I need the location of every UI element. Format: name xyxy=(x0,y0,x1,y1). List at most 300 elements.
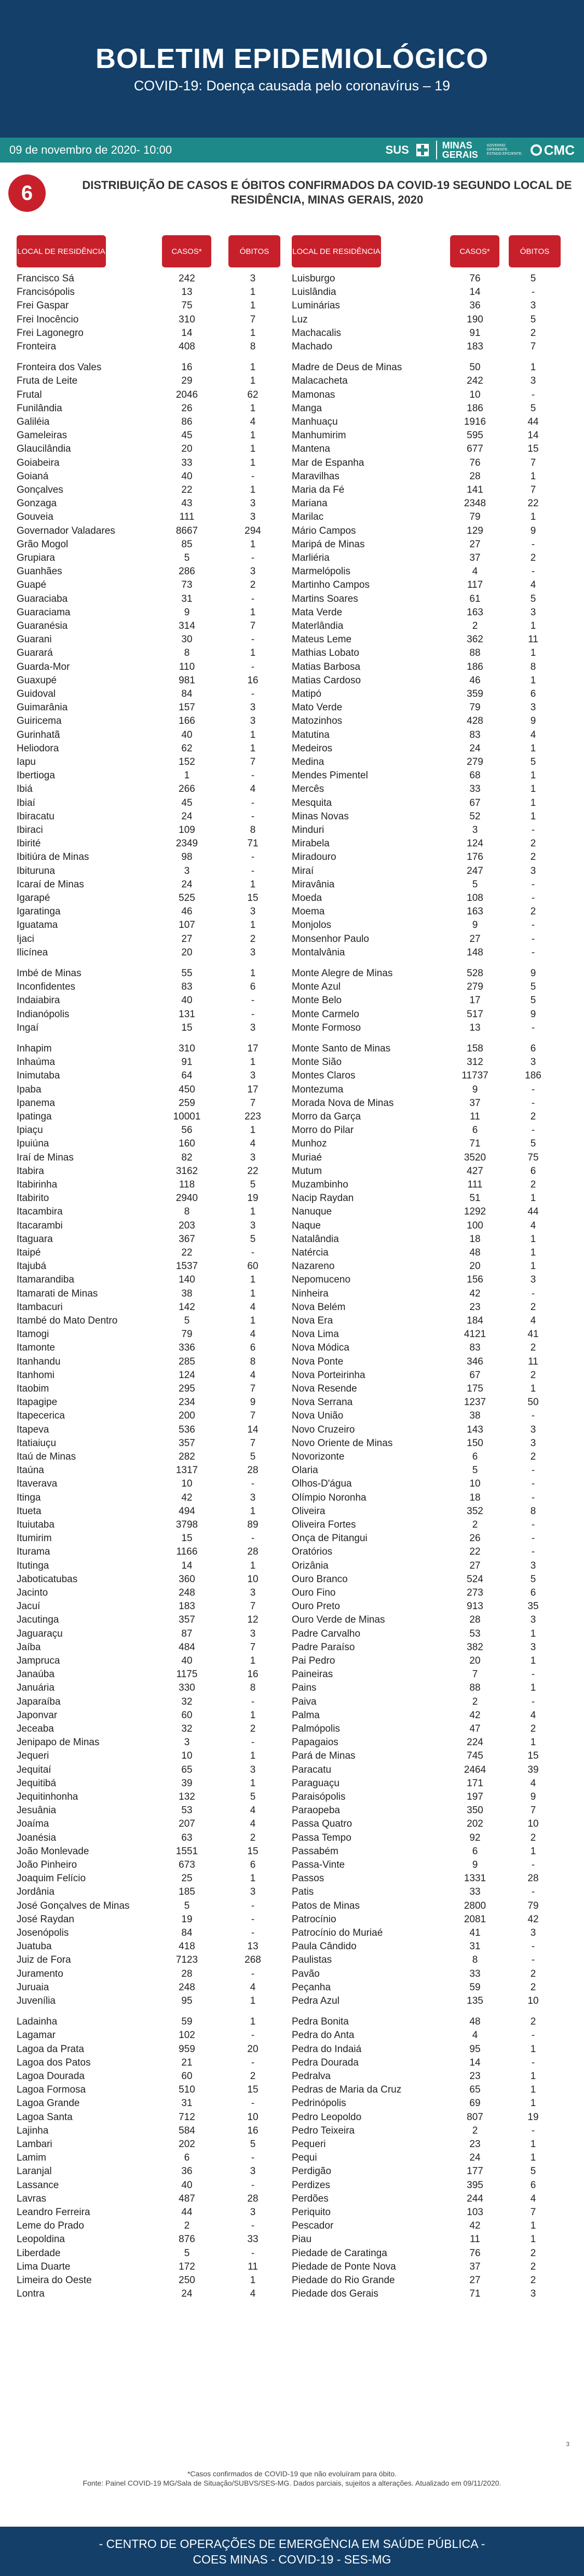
deaths-value: 28 xyxy=(247,1465,259,1476)
deaths-value: - xyxy=(251,2098,255,2109)
cases-value: 103 xyxy=(467,2207,483,2218)
deaths-value: 1 xyxy=(250,729,256,740)
cases-value: 395 xyxy=(467,2179,483,2191)
deaths-value: 5 xyxy=(250,1451,256,1462)
table-row xyxy=(292,1859,562,1871)
table-row xyxy=(292,1981,562,1994)
deaths-value: - xyxy=(531,1478,535,1490)
locality-name: Ninheira xyxy=(292,1288,329,1299)
table-row xyxy=(292,2029,562,2042)
cases-value: 40 xyxy=(181,470,193,482)
cases-value: 26 xyxy=(469,1533,481,1544)
cases-value: 24 xyxy=(469,743,481,754)
table-row xyxy=(17,1954,287,1966)
deaths-value: 223 xyxy=(245,1111,261,1122)
cases-value: 279 xyxy=(467,981,483,993)
table-row xyxy=(292,702,562,714)
locality-name: Itaguara xyxy=(17,1233,53,1245)
cases-value: 250 xyxy=(179,2275,195,2286)
locality-name: Passabém xyxy=(292,1845,338,1857)
deaths-value: - xyxy=(251,2057,255,2068)
locality-name: Ibiá xyxy=(17,784,33,795)
table-row xyxy=(17,1655,287,1667)
deaths-value: 22 xyxy=(247,1165,259,1177)
cases-value: 244 xyxy=(467,2193,483,2204)
table-row xyxy=(292,286,562,299)
locality-name: Minduri xyxy=(292,825,324,835)
cases-value: 24 xyxy=(181,2288,193,2300)
cases-value: 53 xyxy=(469,1628,481,1639)
table-row xyxy=(17,715,287,727)
cases-value: 27 xyxy=(469,933,481,945)
cases-value: 117 xyxy=(467,579,483,591)
locality-name: Monte Belo xyxy=(292,995,342,1006)
cases-value: 4 xyxy=(472,566,478,577)
deaths-value: 7 xyxy=(250,1641,256,1653)
cases-value: 95 xyxy=(469,2043,481,2055)
locality-name: Juatuba xyxy=(17,1941,52,1952)
locality-name: João Monlevade xyxy=(17,1845,89,1857)
cases-value: 3 xyxy=(472,825,478,835)
deaths-value: 3 xyxy=(530,300,536,312)
cases-value: 20 xyxy=(181,947,193,958)
cases-value: 42 xyxy=(181,1492,193,1503)
cases-value: 56 xyxy=(181,1125,193,1136)
deaths-value: 2 xyxy=(530,1832,536,1843)
locality-name: Jampruca xyxy=(17,1655,60,1666)
cases-value: 73 xyxy=(181,579,193,591)
locality-name: Luminárias xyxy=(292,300,340,312)
deaths-value: - xyxy=(531,1886,535,1898)
locality-name: Muriaé xyxy=(292,1152,322,1163)
cases-value: 362 xyxy=(467,634,483,645)
section-title: DISTRIBUIÇÃO DE CASOS E ÓBITOS CONFIRMADOS DA COVID-19 SEGUNDO LOCAL DE RESIDÊNCIA, MINAS GERAIS, 2020 xyxy=(82,179,572,206)
locality-name: Passa-Vinte xyxy=(292,1859,345,1870)
deaths-value: 2 xyxy=(530,1179,536,1190)
cases-value: 24 xyxy=(469,2152,481,2164)
deaths-value: 3 xyxy=(250,1022,256,1033)
table-row xyxy=(17,1845,287,1858)
table-row xyxy=(17,1192,287,1205)
locality-name: Itumirim xyxy=(17,1533,52,1544)
deaths-value: 44 xyxy=(527,416,539,427)
cases-value: 33 xyxy=(469,784,481,795)
deaths-value: 1 xyxy=(250,300,256,312)
locality-name: Perdigão xyxy=(292,2166,332,2177)
deaths-value: 28 xyxy=(247,1546,259,1558)
table-row xyxy=(292,2288,562,2300)
deaths-value: 5 xyxy=(530,981,536,993)
deaths-value: 5 xyxy=(530,1573,536,1585)
deaths-value: 3 xyxy=(530,1560,536,1571)
locality-name: Januária xyxy=(17,1682,55,1694)
deaths-value: - xyxy=(251,2030,255,2041)
locality-name: Nazareno xyxy=(292,1261,335,1272)
cmc-logo xyxy=(531,142,575,158)
deaths-value: 3 xyxy=(530,375,536,387)
cases-value: 13 xyxy=(181,287,193,298)
deaths-value: 9 xyxy=(530,525,536,536)
table-row xyxy=(292,1084,562,1096)
cases-value: 712 xyxy=(179,2111,195,2123)
deaths-value: 1 xyxy=(530,2220,536,2232)
deaths-value: 9 xyxy=(250,1397,256,1408)
table-row xyxy=(292,770,562,782)
deaths-value: - xyxy=(251,2179,255,2191)
deaths-value: 4 xyxy=(530,729,536,740)
table-row xyxy=(17,2193,287,2205)
locality-name: Minas Novas xyxy=(292,811,349,822)
deaths-value: 1 xyxy=(250,1873,256,1884)
table-row xyxy=(292,892,562,905)
cases-value: 76 xyxy=(469,273,481,284)
deaths-value: 1 xyxy=(530,1737,536,1748)
cases-value: 282 xyxy=(179,1451,195,1462)
deaths-value: 4 xyxy=(250,1981,256,1993)
table-row xyxy=(292,783,562,795)
deaths-value: 1 xyxy=(530,2098,536,2109)
cases-value: 69 xyxy=(469,2098,481,2109)
table-row xyxy=(292,1192,562,1205)
deaths-value: 15 xyxy=(247,893,259,903)
locality-name: Gurinhatã xyxy=(17,729,60,740)
deaths-value: 3 xyxy=(250,2166,256,2177)
deaths-value: 8 xyxy=(530,661,536,672)
locality-name: Lima Duarte xyxy=(17,2261,71,2272)
locality-name: Morro do Pilar xyxy=(292,1125,354,1136)
deaths-value: 1 xyxy=(250,1995,256,2006)
deaths-value: 42 xyxy=(527,1913,539,1925)
locality-name: Mata Verde xyxy=(292,606,343,618)
locality-name: Joaíma xyxy=(17,1818,49,1830)
table-row xyxy=(17,2029,287,2042)
table-row xyxy=(292,1464,562,1477)
deaths-value: - xyxy=(251,2220,255,2232)
locality-name: Itamogi xyxy=(17,1329,49,1340)
cases-value: 22 xyxy=(181,1247,193,1258)
locality-name: Joaquim Felício xyxy=(17,1873,86,1884)
deaths-value: - xyxy=(531,1941,535,1952)
cases-value: 1292 xyxy=(464,1206,486,1218)
deaths-value: 1 xyxy=(530,2071,536,2082)
locality-name: Guapé xyxy=(17,579,47,591)
cases-value: 202 xyxy=(179,2139,195,2150)
table-row xyxy=(292,1750,562,1762)
cases-value: 259 xyxy=(179,1097,195,1109)
cases-value: 913 xyxy=(467,1601,483,1612)
table-row xyxy=(292,1736,562,1749)
deaths-value: 1 xyxy=(530,621,536,631)
locality-name: Mantena xyxy=(292,443,330,455)
cases-value: 20 xyxy=(181,443,193,455)
cases-value: 2 xyxy=(472,2125,478,2136)
locality-name: Inhaúma xyxy=(17,1057,55,1068)
deaths-value: 4 xyxy=(530,579,536,591)
table-row xyxy=(292,1668,562,1681)
cases-value: 82 xyxy=(181,1152,193,1163)
cases-value: 118 xyxy=(179,1179,195,1190)
locality-name: Marliéria xyxy=(292,552,330,563)
locality-name: Josenópolis xyxy=(17,1927,69,1938)
deaths-value: 41 xyxy=(527,1329,539,1340)
table-row xyxy=(17,879,287,891)
table-row xyxy=(292,994,562,1007)
deaths-value: 1 xyxy=(250,327,256,339)
locality-name: Itambé do Mato Dentro xyxy=(17,1315,118,1326)
locality-name: Itutinga xyxy=(17,1560,49,1571)
locality-name: Guiricema xyxy=(17,716,62,727)
deaths-value: 11 xyxy=(528,1356,538,1367)
cases-value: 21 xyxy=(181,2057,193,2068)
cases-value: 33 xyxy=(181,457,193,468)
locality-name: Janaúba xyxy=(17,1669,55,1680)
locality-name: Moeda xyxy=(292,893,322,903)
table-row xyxy=(17,2138,287,2151)
locality-name: Novorizonte xyxy=(292,1451,345,1462)
locality-name: Japaraíba xyxy=(17,1696,61,1707)
table-row xyxy=(17,1464,287,1477)
deaths-value: 9 xyxy=(530,1008,536,1020)
cases-value: 15 xyxy=(181,1022,193,1033)
cases-value: 5 xyxy=(184,1315,190,1326)
table-row xyxy=(17,743,287,755)
table-row xyxy=(17,1084,287,1096)
table-row xyxy=(292,1396,562,1409)
deaths-value: 4 xyxy=(250,416,256,427)
cases-value: 2046 xyxy=(175,389,198,400)
deaths-value: 4 xyxy=(530,1709,536,1721)
deaths-value: 8 xyxy=(250,341,256,352)
locality-name: Pequeri xyxy=(292,2139,326,2150)
cases-value: 95 xyxy=(181,1995,193,2006)
table-row xyxy=(17,579,287,591)
locality-name: Iguatama xyxy=(17,920,58,931)
locality-name: Ibiaí xyxy=(17,797,35,808)
deaths-value: 6 xyxy=(530,1043,536,1054)
cases-value: 1175 xyxy=(176,1669,198,1680)
cases-value: 6 xyxy=(472,1125,478,1136)
cases-value: 745 xyxy=(467,1750,483,1762)
table-row xyxy=(292,2125,562,2137)
deaths-value: 3 xyxy=(250,947,256,958)
table-row xyxy=(17,1832,287,1844)
table-row xyxy=(292,879,562,891)
deaths-value: 3 xyxy=(250,1764,256,1775)
cases-value: 525 xyxy=(179,893,195,903)
deaths-value: 2 xyxy=(250,933,256,945)
cases-value: 14 xyxy=(469,2057,481,2068)
deaths-value: 1 xyxy=(530,1233,536,1245)
cases-value: 40 xyxy=(181,995,193,1006)
table-row xyxy=(292,729,562,741)
locality-name: Mutum xyxy=(292,1165,322,1177)
note-line-1: *Casos confirmados de COVID-19 que não evoluíram para óbito. xyxy=(187,2470,397,2478)
locality-name: Peçanha xyxy=(292,1981,331,1993)
locality-name: Itamarandiba xyxy=(17,1274,74,1286)
locality-name: Governador Valadares xyxy=(17,525,115,536)
table-row xyxy=(17,2206,287,2219)
locality-name: Itabirinha xyxy=(17,1179,58,1190)
locality-name: Morada Nova de Minas xyxy=(292,1097,394,1109)
deaths-value: 1 xyxy=(530,1247,536,1258)
table-row xyxy=(292,579,562,591)
locality-name: Padre Carvalho xyxy=(292,1628,361,1639)
table-row xyxy=(292,497,562,510)
deaths-value: - xyxy=(251,634,255,645)
table-row xyxy=(292,375,562,387)
locality-name: Orizânia xyxy=(292,1560,329,1571)
cases-value: 79 xyxy=(469,511,481,523)
table-row xyxy=(17,443,287,455)
deaths-value: 5 xyxy=(250,2139,256,2150)
footer xyxy=(0,2527,584,2576)
locality-name: Monte Formoso xyxy=(292,1022,361,1033)
cases-value: 163 xyxy=(467,906,483,918)
table-row xyxy=(17,1560,287,1572)
locality-name: Mercês xyxy=(292,784,324,795)
table-row xyxy=(292,1995,562,2007)
cases-value: 2940 xyxy=(175,1193,198,1204)
cases-value: 876 xyxy=(179,2234,195,2245)
table-row xyxy=(17,1573,287,1586)
table-row xyxy=(292,457,562,469)
deaths-value: 16 xyxy=(247,675,259,686)
header-casos: CASOS* xyxy=(162,235,211,267)
locality-name: Lavras xyxy=(17,2193,47,2204)
deaths-value: 1 xyxy=(530,362,536,373)
cases-value: 360 xyxy=(179,1573,195,1585)
cases-value: 1317 xyxy=(175,1465,198,1476)
cases-value: 157 xyxy=(179,702,195,713)
cases-value: 39 xyxy=(181,1777,193,1789)
deaths-value: - xyxy=(531,947,535,958)
table-row xyxy=(292,2247,562,2260)
cases-value: 524 xyxy=(467,1573,483,1585)
table-row xyxy=(292,1587,562,1599)
locality-name: Jeceaba xyxy=(17,1723,54,1734)
deaths-value: 9 xyxy=(530,968,536,979)
deaths-value: - xyxy=(251,689,255,699)
table-row xyxy=(292,1437,562,1450)
locality-name: Pedra Dourada xyxy=(292,2057,359,2068)
table-row xyxy=(292,1165,562,1178)
cases-value: 190 xyxy=(467,314,483,325)
locality-name: Ibirité xyxy=(17,838,41,849)
locality-name: Liberdade xyxy=(17,2247,61,2259)
table-row xyxy=(17,1328,287,1341)
locality-name: Natércia xyxy=(292,1247,329,1258)
cases-value: 234 xyxy=(179,1397,195,1408)
locality-name: Jacutinga xyxy=(17,1614,59,1626)
table-row xyxy=(17,1342,287,1354)
locality-name: Jaboticatubas xyxy=(17,1573,78,1585)
deaths-value: 3 xyxy=(250,1152,256,1163)
locality-name: Guaraciaba xyxy=(17,593,68,604)
deaths-value: 2 xyxy=(530,1301,536,1313)
locality-name: Heliodora xyxy=(17,743,59,754)
deaths-value: 1 xyxy=(250,1057,256,1068)
table-row xyxy=(17,1614,287,1626)
deaths-value: 1 xyxy=(530,2139,536,2150)
deaths-value: - xyxy=(251,1008,255,1020)
locality-name: Nova Era xyxy=(292,1315,333,1326)
cases-value: 75 xyxy=(181,300,193,312)
cases-value: 76 xyxy=(469,457,481,468)
deaths-value: 4 xyxy=(250,1805,256,1816)
table-row xyxy=(17,1750,287,1762)
cases-value: 124 xyxy=(467,838,483,849)
cases-value: 71 xyxy=(469,2288,481,2300)
deaths-value: 3 xyxy=(250,1220,256,1231)
locality-name: Passa Quatro xyxy=(292,1818,352,1830)
deaths-value: - xyxy=(531,1125,535,1136)
cases-value: 61 xyxy=(469,593,481,604)
cases-value: 43 xyxy=(181,498,193,509)
deaths-value: 2 xyxy=(530,2275,536,2286)
cases-value: 85 xyxy=(181,538,193,550)
cases-value: 4 xyxy=(472,2030,478,2041)
deaths-value: 1 xyxy=(250,1655,256,1666)
table-row xyxy=(292,1111,562,1123)
cases-value: 4121 xyxy=(464,1329,486,1340)
cases-value: 3 xyxy=(184,865,190,876)
table-row xyxy=(292,967,562,980)
deaths-value: 3 xyxy=(250,511,256,523)
locality-name: Paracatu xyxy=(292,1764,332,1775)
table-row xyxy=(292,2097,562,2110)
cases-value: 23 xyxy=(469,2071,481,2082)
locality-name: Pedro Teixeira xyxy=(292,2125,355,2136)
locality-name: Itaverava xyxy=(17,1478,58,1490)
cases-value: 183 xyxy=(179,1601,195,1612)
cases-value: 807 xyxy=(467,2111,483,2123)
cases-value: 25 xyxy=(181,1873,193,1884)
table-row xyxy=(17,2084,287,2096)
deaths-value: 2 xyxy=(250,579,256,591)
locality-name: Pequi xyxy=(292,2152,317,2164)
cases-value: 224 xyxy=(467,1737,483,1748)
locality-name: Papagaios xyxy=(292,1737,338,1748)
locality-name: Medeiros xyxy=(292,743,333,754)
deaths-value: 2 xyxy=(530,2016,536,2028)
locality-name: Goianá xyxy=(17,470,49,482)
table-row xyxy=(17,1179,287,1191)
locality-name: Gameleiras xyxy=(17,430,67,441)
deaths-value: 1 xyxy=(530,2234,536,2245)
cases-value: 1537 xyxy=(175,1261,198,1272)
table-row xyxy=(292,2070,562,2083)
deaths-value: - xyxy=(531,538,535,550)
table-row xyxy=(17,525,287,537)
cases-value: 186 xyxy=(467,661,483,672)
deaths-value: 3 xyxy=(250,906,256,918)
table-row xyxy=(17,1233,287,1246)
table-row xyxy=(292,443,562,455)
cases-value: 166 xyxy=(179,716,195,727)
table-row xyxy=(17,770,287,782)
deaths-value: - xyxy=(251,470,255,482)
cases-value: 200 xyxy=(179,1410,195,1422)
cases-value: 2 xyxy=(472,621,478,631)
deaths-value: 3 xyxy=(530,1437,536,1449)
deaths-value: 1 xyxy=(250,1777,256,1789)
cases-value: 100 xyxy=(467,1220,483,1231)
deaths-value: 1 xyxy=(530,2152,536,2164)
table-row xyxy=(292,1777,562,1790)
table-row xyxy=(17,633,287,646)
deaths-value: 1 xyxy=(250,1288,256,1299)
cases-value: 13 xyxy=(469,1022,481,1033)
